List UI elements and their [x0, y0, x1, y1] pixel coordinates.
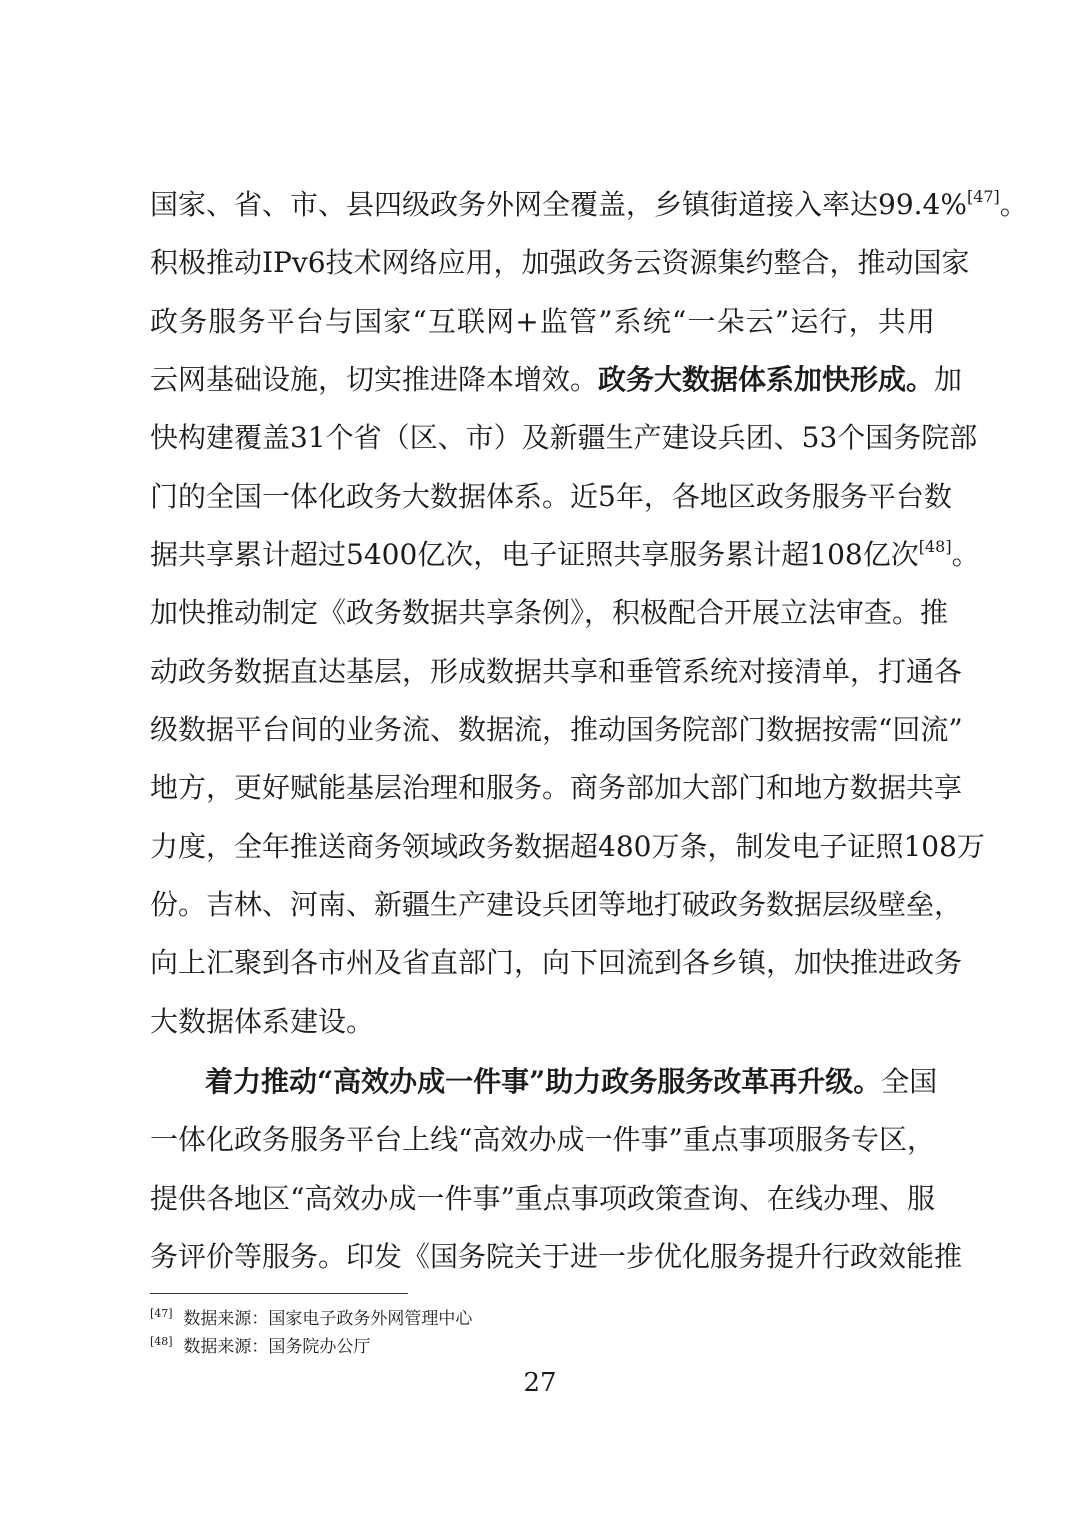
- body-line-12: 力度，全年推送商务领域政务数据超480万条，制发电子证照108万: [150, 830, 985, 863]
- body-line-19: 务评价等服务。印发《国务院关于进一步优化服务提升行政效能推: [150, 1240, 963, 1273]
- body-line-2: 积极推动IPv6技术网络应用，加强政务云资源集约整合，推动国家: [150, 246, 970, 279]
- footnote-ref-48: [48]: [918, 537, 952, 556]
- footnote-47: [47] 数据来源：国家电子政务外网管理中心: [150, 1307, 473, 1329]
- body-line-5: 快构建覆盖31个省（区、市）及新疆生产建设兵团、53个国务院部: [150, 421, 978, 454]
- inline-heading-one-thing: 着力推动“高效办成一件事”助力政务服务改革再升级。: [205, 1065, 882, 1098]
- inline-heading-big-data: 政务大数据体系加快形成。: [598, 363, 935, 396]
- footnote-ref-47: [47]: [966, 187, 1000, 206]
- page-number: 27: [523, 1368, 557, 1398]
- body-line-16: 着力推动“高效办成一件事”助力政务服务改革再升级。全国: [205, 1065, 938, 1098]
- body-line-8: 加快推动制定《政务数据共享条例》，积极配合开展立法审查。推: [150, 596, 949, 629]
- body-line-10: 级数据平台间的业务流、数据流，推动国务院部门数据按需“回流”: [150, 713, 963, 746]
- body-line-13: 份。吉林、河南、新疆生产建设兵团等地打破政务数据层级壁垒，: [150, 888, 963, 921]
- body-line-9: 动政务数据直达基层，形成数据共享和垂管系统对接清单，打通各: [150, 655, 963, 688]
- body-line-11: 地方，更好赋能基层治理和服务。商务部加大部门和地方数据共享: [150, 771, 963, 804]
- footnote-mark-47: [47]: [150, 1307, 173, 1320]
- body-line-17: 一体化政务服务平台上线“高效办成一件事”重点事项服务专区，: [150, 1123, 935, 1156]
- footnote-mark-48: [48]: [150, 1335, 173, 1348]
- body-line-14: 向上汇聚到各市州及省直部门，向下回流到各乡镇，加快推进政务: [150, 946, 963, 979]
- body-line-15: 大数据体系建设。: [150, 1005, 375, 1038]
- body-line-6: 门的全国一体化政务大数据体系。近5年，各地区政务服务平台数: [150, 480, 952, 513]
- footnote-48: [48] 数据来源：国务院办公厅: [150, 1335, 371, 1357]
- body-line-4: 云网基础设施，切实推进降本增效。政务大数据体系加快形成。加: [150, 363, 963, 396]
- body-line-7: 据共享累计超过5400亿次，电子证照共享服务累计超108亿次[48]。: [150, 537, 980, 571]
- body-line-18: 提供各地区“高效办成一件事”重点事项政策查询、在线办理、服: [150, 1182, 935, 1215]
- body-line-1: 国家、省、市、县四级政务外网全覆盖，乡镇街道接入率达99.4%[47]。: [150, 187, 1028, 221]
- footnote-separator: [150, 1293, 408, 1294]
- body-line-3: 政务服务平台与国家“互联网+监管”系统“一朵云”运行，共用: [150, 305, 935, 338]
